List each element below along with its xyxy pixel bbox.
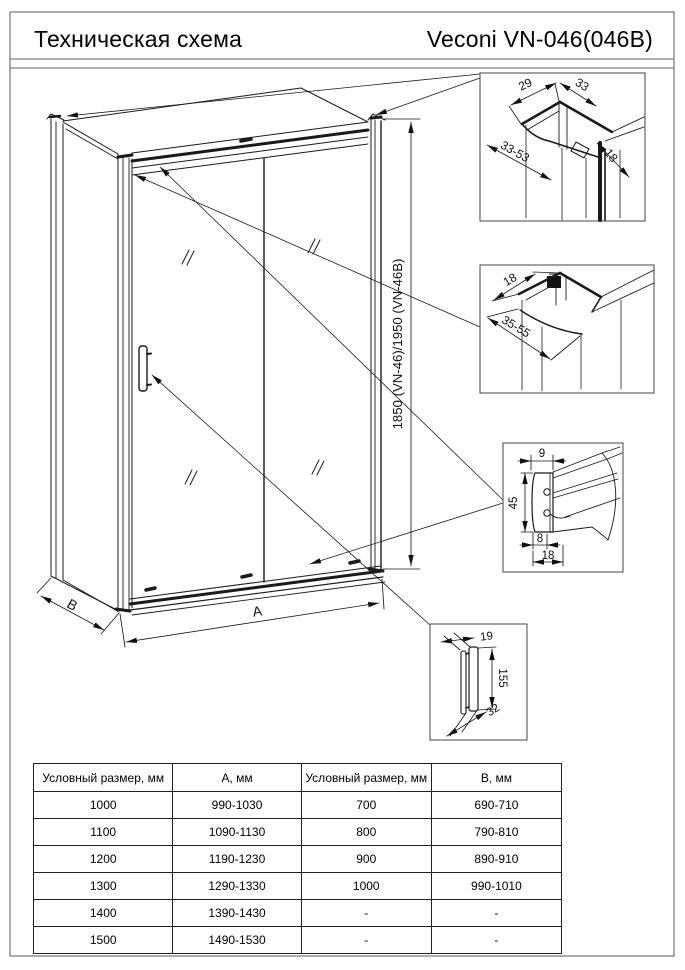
main-dimensions: [37, 119, 420, 647]
detail4-dim-32: 32: [484, 701, 503, 720]
detail2-dim-18: 18: [500, 270, 520, 290]
door-handle: [139, 346, 151, 391]
table-cell: -: [301, 900, 431, 927]
table-cell: -: [301, 927, 431, 954]
detail2-dim-35-55: 35-55: [499, 312, 533, 341]
table-row: [34, 792, 562, 819]
table-cell: 700: [301, 792, 431, 819]
table-cell: 1490-1530: [173, 927, 301, 954]
glass-marks: [182, 239, 324, 485]
table-row: [34, 819, 562, 846]
table-cell: 1290-1330: [173, 873, 301, 900]
table-cell: 800: [301, 819, 431, 846]
side-panel: [51, 122, 119, 612]
table-cell: 1200: [34, 846, 173, 873]
detail3-dim-18: 18: [541, 550, 555, 562]
depth-dimension-label: B: [64, 595, 81, 614]
table-header-row: [34, 764, 562, 792]
table-row: [34, 846, 562, 873]
table-row: [34, 873, 562, 900]
detail3-dim-45: 45: [508, 496, 520, 510]
detail3-dim-8: 8: [536, 533, 544, 545]
table-cell: 900: [301, 846, 431, 873]
table-cell: 790-810: [431, 819, 561, 846]
height-dimension-label: 1850 (VN-46)/1950 (VN-46B): [390, 258, 405, 430]
detail4-dim-155: 155: [496, 668, 508, 688]
table-cell: 990-1010: [431, 873, 561, 900]
enclosure-drawing: [37, 74, 503, 647]
right-end-post: [368, 114, 385, 571]
table-cell: -: [431, 900, 561, 927]
product-model: Veconi VN-046(046B): [426, 26, 653, 52]
col-header-a: А, мм: [173, 764, 301, 792]
page-title: Техническая схема: [34, 26, 243, 52]
table-cell: 1190-1230: [173, 846, 301, 873]
detail4-dim-19: 19: [479, 630, 494, 644]
table-cell: 1390-1430: [173, 900, 301, 927]
table-cell: 1090-1130: [173, 819, 301, 846]
front-left-post: [116, 154, 132, 611]
detail1-dim-33-53: 33-53: [498, 137, 532, 166]
detail3-dim-9: 9: [538, 448, 546, 460]
table-cell: 1400: [34, 900, 173, 927]
table-cell: 690-710: [431, 792, 561, 819]
table-cell: -: [431, 927, 561, 954]
table-row: [34, 927, 562, 954]
detail1-dim-33: 33: [572, 75, 592, 95]
detail1-dim-29: 29: [516, 75, 535, 94]
table-cell: 890-910: [431, 846, 561, 873]
detail1-dim-18: 18: [601, 145, 621, 166]
table-cell: 1500: [34, 927, 173, 954]
col-header-nominal-a: Условный размер, мм: [34, 764, 173, 792]
table-cell: 1300: [34, 873, 173, 900]
side-wall-profile: [47, 114, 64, 580]
width-dimension-label: A: [251, 602, 264, 620]
dimension-table: [33, 763, 562, 954]
table-cell: 990-1030: [173, 792, 301, 819]
col-header-b: В, мм: [431, 764, 561, 792]
table-cell: 1100: [34, 819, 173, 846]
col-header-nominal-b: Условный размер, мм: [301, 764, 431, 792]
detail-handle: [430, 624, 527, 740]
detail-roller-bracket: [503, 443, 623, 572]
table-cell: 1000: [301, 873, 431, 900]
table-cell: 1000: [34, 792, 173, 819]
table-row: [34, 900, 562, 927]
